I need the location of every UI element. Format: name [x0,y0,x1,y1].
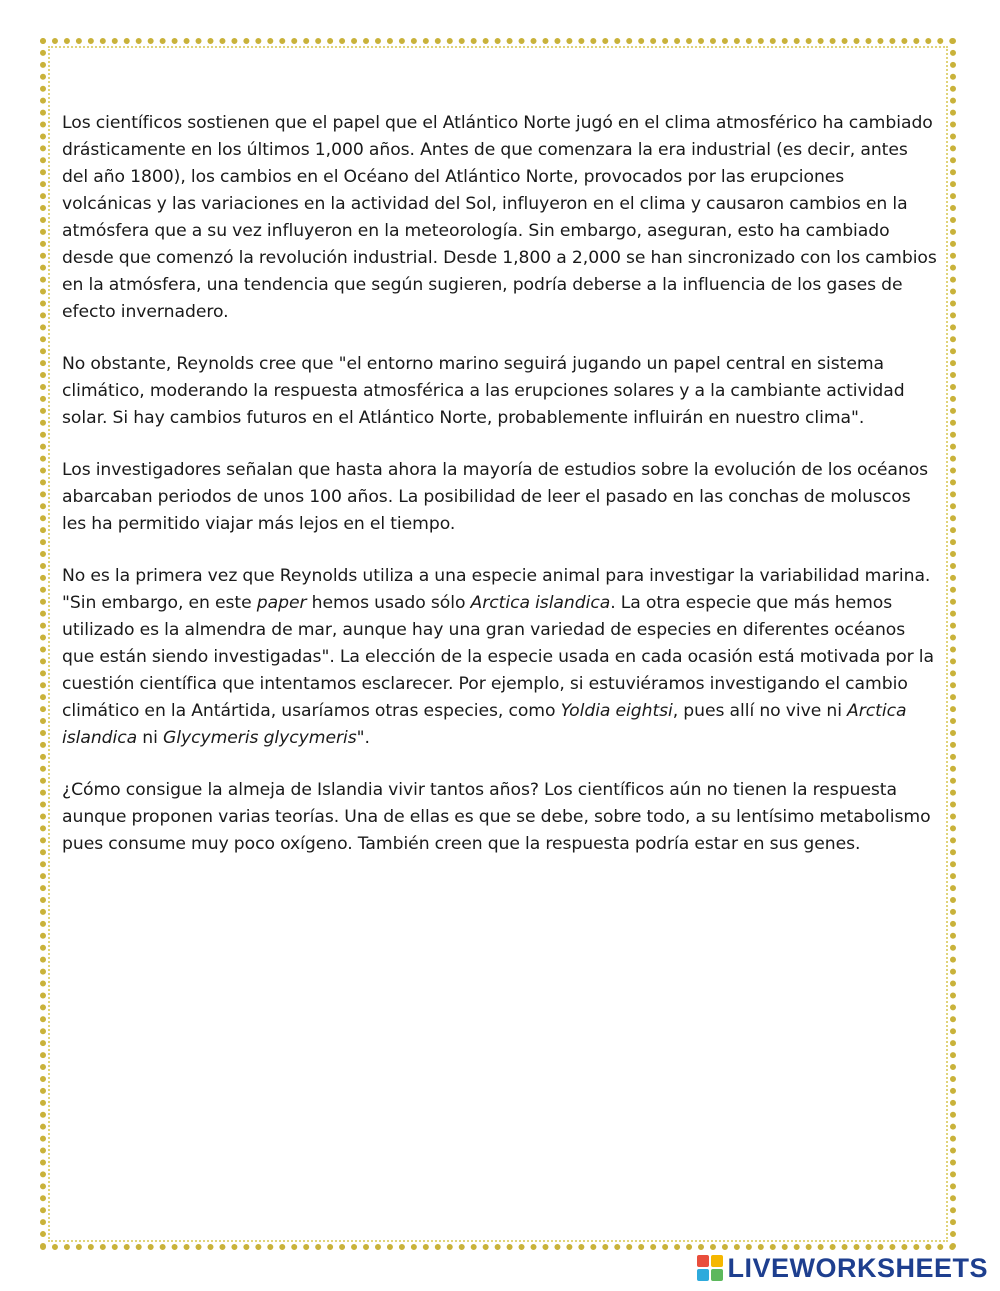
paragraph-4-text: hemos usado sólo [306,593,471,613]
liveworksheets-logo[interactable] [697,1251,988,1285]
paragraph-4-text: , pues allí no vive ni [672,701,848,721]
logo-mark-tile [697,1255,709,1267]
paragraph-4 [62,563,938,752]
logo-mark-icon [697,1255,723,1281]
document-body [62,110,938,883]
paragraph-4-text: ni [137,728,163,748]
italic-term: paper [256,593,307,613]
logo-text: LIVEWORKSHEETS [727,1252,988,1283]
italic-species-name: Arctica islandica [470,593,611,613]
italic-species-name: Yoldia eightsi [560,701,673,721]
paragraph-5 [62,777,938,858]
italic-species-name: Arctica islandica [62,701,907,748]
italic-species-name: Glycymeris glycymeris [162,728,357,748]
paragraph-2 [62,351,938,432]
paragraph-3-text: Los investigadores señalan que hasta ahora la mayoría de estudios sobre la evolución de los océanos abarcaban periodos de unos 100 años. La posibilidad de leer el pasado en las conchas de moluscos les ha permitido viajar más lejos en el tiempo. [62,460,929,534]
paragraph-1-text: Los científicos sostienen que el papel que el Atlántico Norte jugó en el clima atmosférico ha cambiado drásticamente en los últimos 1,000 años. Antes de que comenzara la era industrial (es decir, antes del año 1800), los cambios en el Océano del Atlántico Norte, provocados por las erupciones volcánicas y las variaciones en la actividad del Sol, influyeron en el clima y causaron cambios en la atmósfera que a su vez influyeron en la meteorología. Sin embargo, aseguran, esto ha cambiado desde que comenzó la revolución industrial. Desde 1,800 a 2,000 se han sincronizado con los cambios en la atmósfera, una tendencia que según sugieren, podría deberse a la influencia de los gases de efecto invernadero. [62,113,937,322]
paragraph-4-text: No es la primera vez que Reynolds utiliza a una especie animal para investigar la variabilidad marina. "Sin embargo, en este [62,566,931,613]
paragraph-4-text: . La otra especie que más hemos utilizado es la almendra de mar, aunque hay una gran variedad de especies en diferentes océanos que están siendo investigadas". La elección de la especie usada en cada ocasión está motivada por la cuestión científica que intentamos esclarecer. Por ejemplo, si estuviéramos investigando el cambio climático en la Antártida, usaríamos otras especies, como [62,593,934,721]
paragraph-2-text: No obstante, Reynolds cree que "el entorno marino seguirá jugando un papel central en sistema climático, moderando la respuesta atmosférica a las erupciones solares y a la cambiante actividad solar. Si hay cambios futuros en el Atlántico Norte, probablemente influirán en nuestro clima". [62,354,905,428]
logo-mark-tile [711,1255,723,1267]
paragraph-1 [62,110,938,326]
paragraph-5-text: ¿Cómo consigue la almeja de Islandia vivir tantos años? Los científicos aún no tienen la respuesta aunque proponen varias teorías. Una de ellas es que se debe, sobre todo, a su lentísimo metabolismo pues consume muy poco oxígeno. También creen que la respuesta podría estar en sus genes. [62,780,931,854]
paragraph-4-text: ". [356,728,370,748]
paragraph-3 [62,457,938,538]
logo-mark-tile [711,1269,723,1281]
logo-mark-tile [697,1269,709,1281]
